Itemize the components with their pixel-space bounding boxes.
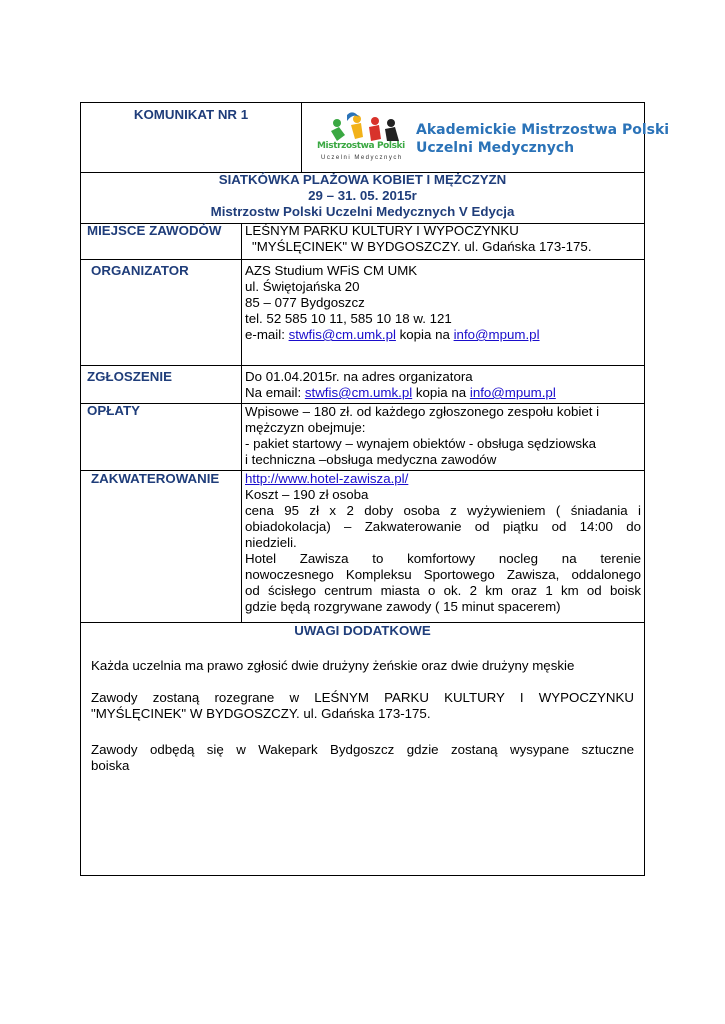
organizator-email-line bbox=[245, 327, 644, 343]
uwagi-p3-line-2: boiska bbox=[91, 758, 130, 773]
logo-title-line-2: Uczelni Medycznych bbox=[416, 140, 575, 156]
document-table bbox=[80, 102, 670, 876]
uwagi-p2-line-1: Zawody zostaną rozegrane w LEŚNYM PARKU KULTURY I WYPOCZYNKU bbox=[91, 690, 634, 705]
zakwaterowanie-line-7: od ścisłego centrum miasta o ok. 2 km oraz 1 km od boisk bbox=[245, 583, 641, 598]
logo-sub-text: Uczelni Medycznych bbox=[321, 155, 403, 161]
organizator-label: ORGANIZATOR bbox=[91, 263, 189, 278]
organizator-email-link[interactable]: stwfis@cm.umk.pl bbox=[288, 327, 396, 342]
zakwaterowanie-line-6: nowoczesnego Kompleksu Sportowego Zawisza, oddalonego bbox=[245, 567, 641, 582]
uwagi-p3 bbox=[91, 742, 634, 774]
title-row bbox=[81, 172, 644, 224]
miejsce-line-2: "MYŚLĘCINEK" W BYDGOSZCZY. ul. Gdańska 173-175. bbox=[252, 239, 592, 254]
oplaty-line-2: mężczyzn obejmuje: bbox=[245, 420, 366, 435]
uwagi-p3-line-1: Zawody odbędą się w Wakepark Bydgoszcz gdzie zostaną wysypane sztuczne bbox=[91, 742, 634, 757]
event-edition: Mistrzostw Polski Uczelni Medycznych V Edycja bbox=[210, 204, 515, 219]
zakwaterowanie-line-1: Koszt – 190 zł osoba bbox=[245, 487, 369, 502]
zakwaterowanie-line-2: cena 95 zł x 2 doby osoba z wyżywieniem ( śniadania i bbox=[245, 503, 641, 518]
organizator-phone: tel. 52 585 10 11, 585 10 18 w. 121 bbox=[245, 311, 452, 326]
miejsce-row bbox=[81, 223, 644, 260]
oplaty-line-1: Wpisowe – 180 zł. od każdego zgłoszonego zespołu kobiet i bbox=[245, 404, 600, 419]
oplaty-row bbox=[81, 403, 644, 471]
komunikat-title: KOMUNIKAT NR 1 bbox=[133, 107, 249, 122]
organizator-street: ul. Świętojańska 20 bbox=[245, 279, 360, 294]
kopia-text: kopia na bbox=[395, 327, 454, 342]
event-title: SIATKÓWKA PLAŻOWA KOBIET I MĘŻCZYZN bbox=[218, 172, 507, 187]
zgloszenie-row bbox=[81, 365, 644, 404]
event-dates: 29 – 31. 05. 2015r bbox=[308, 188, 417, 203]
zgloszenie-deadline: Do 01.04.2015r. na adres organizatora bbox=[245, 369, 473, 384]
zgloszenie-email-link[interactable]: stwfis@cm.umk.pl bbox=[304, 385, 413, 400]
uwagi-p2 bbox=[91, 690, 634, 722]
zakwaterowanie-line-5: Hotel Zawisza to komfortowy nocleg na terenie bbox=[245, 551, 641, 566]
miejsce-line-1: LEŚNYM PARKU KULTURY I WYPOCZYNKU bbox=[245, 223, 519, 238]
miejsce-label: MIEJSCE ZAWODÓW bbox=[87, 223, 222, 238]
zgloszenie-label: ZGŁOSZENIE bbox=[87, 369, 172, 384]
uwagi-p2-line-2: "MYŚLĘCINEK" W BYDGOSZCZY. ul. Gdańska 173-175. bbox=[91, 706, 431, 721]
zgloszenie-email-line bbox=[245, 385, 644, 401]
uwagi-section bbox=[81, 622, 644, 875]
email-prefix: Na email: bbox=[245, 385, 305, 400]
logo-title bbox=[416, 121, 669, 157]
email-prefix: e-mail: bbox=[245, 327, 289, 342]
event-logo bbox=[317, 111, 409, 167]
kopia-text: kopia na bbox=[412, 385, 470, 400]
organizator-copy-email-link[interactable]: info@mpum.pl bbox=[453, 327, 540, 342]
oplaty-line-3: - pakiet startowy – wynajem obiektów - obsługa sędziowska bbox=[245, 436, 597, 451]
header-row bbox=[81, 103, 670, 173]
zgloszenie-copy-email-link[interactable]: info@mpum.pl bbox=[469, 385, 556, 400]
logo-main-text: Mistrzostwa Polski bbox=[317, 141, 405, 151]
zakwaterowanie-line-3: obiadokolacja) – Zakwaterowanie od piątku od 14:00 do bbox=[245, 519, 641, 534]
logo-title-line-1: Akademickie Mistrzostwa Polski bbox=[416, 122, 670, 138]
zakwaterowanie-line-8: gdzie będą rozgrywane zawody ( 15 minut spacerem) bbox=[245, 599, 561, 614]
zakwaterowanie-label: ZAKWATEROWANIE bbox=[91, 471, 220, 486]
organizator-city: 85 – 077 Bydgoszcz bbox=[245, 295, 365, 310]
zakwaterowanie-line-4: niedzieli. bbox=[245, 535, 297, 550]
oplaty-line-4: i techniczna –obsługa medyczna zawodów bbox=[245, 452, 497, 467]
zakwaterowanie-row bbox=[81, 470, 644, 623]
organizator-row bbox=[81, 259, 644, 366]
uwagi-p1: Każda uczelnia ma prawo zgłosić dwie drużyny żeńskie oraz dwie drużyny męskie bbox=[91, 658, 575, 673]
uwagi-heading: UWAGI DODATKOWE bbox=[294, 623, 431, 638]
organizator-name: AZS Studium WFiS CM UMK bbox=[245, 263, 418, 278]
hotel-website-link[interactable]: http://www.hotel-zawisza.pl/ bbox=[245, 471, 409, 486]
oplaty-label: OPŁATY bbox=[87, 403, 140, 418]
